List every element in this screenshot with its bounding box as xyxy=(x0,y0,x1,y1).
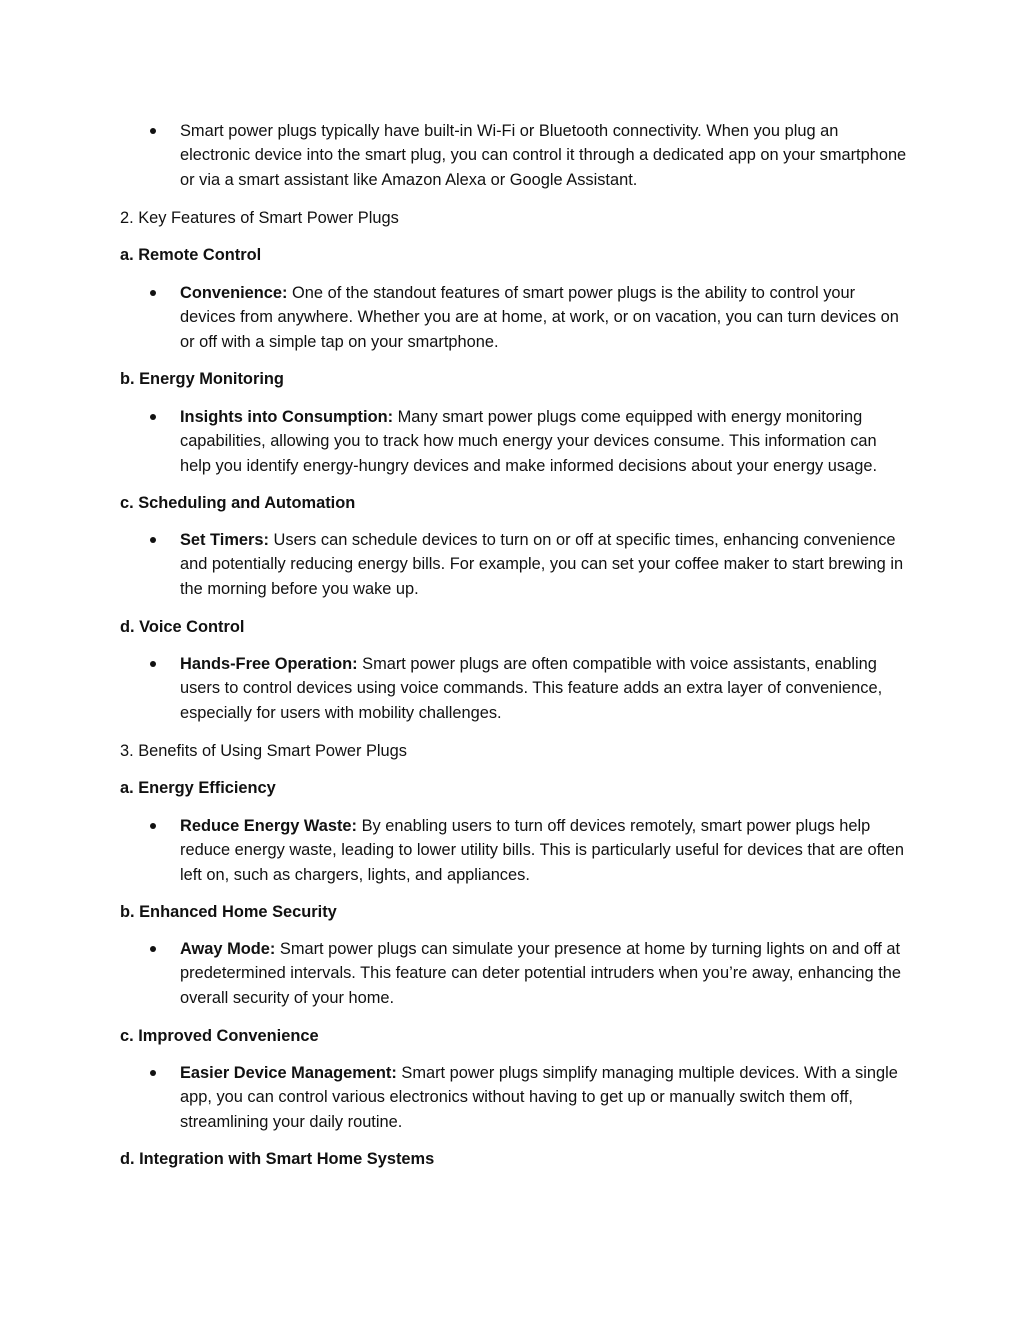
bullet-icon xyxy=(150,661,156,667)
bullet-icon xyxy=(150,1070,156,1076)
subheading-smart-home-integration: d. Integration with Smart Home Systems xyxy=(120,1150,435,1168)
bullet-text: One of the standout features of smart power plugs is the ability to control your devices from anywhere. Whether you are at home, at work, or on vacation, you can turn devices on or off with a simple tap on your smartphone. xyxy=(180,284,899,351)
bullet-text: Smart power plugs are often compatible with voice assistants, enabling users to control devices using voice commands. This feature adds an extra layer of convenience, especially for users with mobility challenges. xyxy=(180,655,883,722)
bullet-icon xyxy=(150,128,156,134)
bullet-label: Insights into Consumption: xyxy=(180,408,394,426)
bullet-text: Smart power plugs can simulate your presence at home by turning lights on and off at predetermined intervals. This feature can deter potential intruders when you’re away, enhancing the overall security of your home. xyxy=(180,940,902,1007)
bullet-text: Users can schedule devices to turn on or off at specific times, enhancing convenience and potentially reducing energy bills. For example, you can set your coffee maker to start brewing in the morning before you wake up. xyxy=(180,531,904,598)
subheading-voice-control: d. Voice Control xyxy=(120,618,245,636)
bullet-icon xyxy=(150,290,156,296)
section-heading-benefits: 3. Benefits of Using Smart Power Plugs xyxy=(120,742,407,760)
bullet-label: Set Timers: xyxy=(180,531,269,549)
bullet-icon xyxy=(150,537,156,543)
bullet-icon xyxy=(150,946,156,952)
bullet-label: Reduce Energy Waste: xyxy=(180,817,358,835)
bullet-text: Smart power plugs simplify managing multiple devices. With a single app, you can control various electronics without having to get up or manually switch them off, streamlining your daily routine. xyxy=(180,1064,898,1131)
bullet-text: By enabling users to turn off devices remotely, smart power plugs help reduce energy waste, leading to lower utility bills. This is particularly useful for devices that are often left on, such as chargers, lights, and appliances. xyxy=(180,817,904,884)
subheading-improved-convenience: c. Improved Convenience xyxy=(120,1027,319,1045)
bullet-icon xyxy=(150,414,156,420)
bullet-text: Smart power plugs typically have built-in Wi-Fi or Bluetooth connectivity. When you plug an electronic device into the smart plug, you can control it through a dedicated app on your smartphone or via a smart assistant like Amazon Alexa or Google Assistant. xyxy=(180,122,907,189)
subheading-energy-efficiency: a. Energy Efficiency xyxy=(120,779,276,797)
bullet-icon xyxy=(150,823,156,829)
bullet-label: Easier Device Management: xyxy=(180,1064,397,1082)
bullet-text: Many smart power plugs come equipped with energy monitoring capabilities, allowing you to track how much energy your devices consume. This information can help you identify energy-hungry devices and make informed decisions about your energy usage. xyxy=(180,408,878,475)
subheading-home-security: b. Enhanced Home Security xyxy=(120,903,337,921)
subheading-remote-control: a. Remote Control xyxy=(120,246,262,264)
subheading-scheduling: c. Scheduling and Automation xyxy=(120,494,356,512)
bullet-label: Away Mode: xyxy=(180,940,276,958)
section-heading-key-features: 2. Key Features of Smart Power Plugs xyxy=(120,209,399,227)
bullet-label: Convenience: xyxy=(180,284,288,302)
bullet-label: Hands-Free Operation: xyxy=(180,655,358,673)
subheading-energy-monitoring: b. Energy Monitoring xyxy=(120,370,284,388)
